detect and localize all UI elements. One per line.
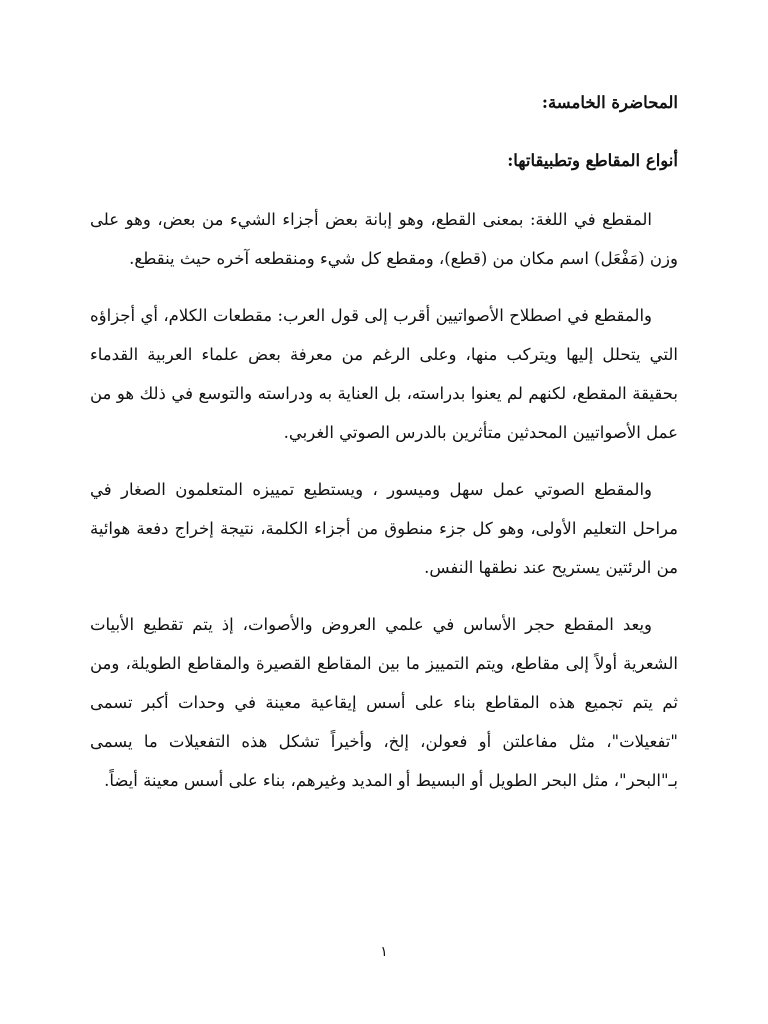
lecture-title: المحاضرة الخامسة: <box>541 93 678 112</box>
paragraph-prosody: ويعد المقطع حجر الأساس في علمي العروض والأصوات، إذ يتم تقطيع الأبيات الشعرية أولاً إلى مقاطع، ويتم التمييز ما بين المقاطع القصيرة والمقاطع الطويلة، ومن ثم يتم تجميع هذه المقاطع بناء على أسس إيقاعية معينة في وحدات أكبر تسمى "تفعيلات"، مثل مفاعلتن أو فعولن، إلخ، وأخيراً تشكل هذه التفعيلات ما يسمى بـ"البحر"، مثل البحر الطويل أو البسيط أو المديد وغيرهم، بناء على أسس معينة أيضاً. <box>90 615 678 790</box>
document-body <box>90 86 678 818</box>
paragraph-definition-terminology: والمقطع في اصطلاح الأصواتيين أقرب إلى قول العرب: مقطعات الكلام، أي أجزاؤه التي يتحلل إليها ويتركب منها، وعلى الرغم من معرفة بعض علماء العربية القدماء بحقيقة المقطع، لكنهم لم يعنوا بدراسته، بل العناية به ودراسته والتوسع في ذلك هو من عمل الأصواتيين المحدثين متأثرين بالدرس الصوتي الغربي. <box>90 306 678 442</box>
section-title: أنواع المقاطع وتطبيقاتها: <box>507 151 678 170</box>
paragraph-definition-language: المقطع في اللغة: بمعنى القطع، وهو إبانة بعض أجزاء الشيء من بعض، وهو على وزن (مَفْعَل) اسم مكان من (قطع)، ومقطع كل شيء ومنقطعه آخره حيث ينقطع. <box>90 210 678 268</box>
page-number: ١ <box>380 944 388 960</box>
paragraph-phonetic-syllable: والمقطع الصوتي عمل سهل وميسور ، ويستطيع تمييزه المتعلمون الصغار في مراحل التعليم الأولى، وهو كل جزء منطوق من أجزاء الكلمة، نتيجة إخراج دفعة هوائية من الرئتين يستريح عند نطقها النفس. <box>90 480 678 577</box>
